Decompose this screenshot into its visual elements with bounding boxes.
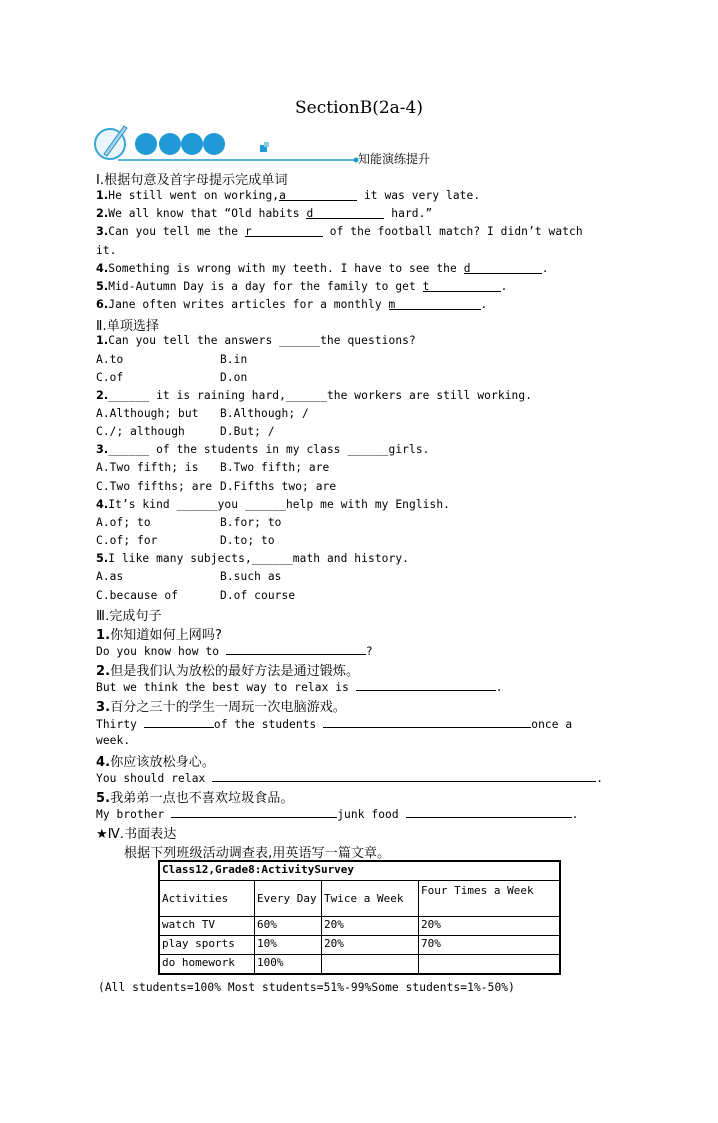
s1-item-3-cont: it.: [96, 244, 117, 257]
table-cell: 100%: [255, 955, 322, 975]
table-cell: 10%: [255, 936, 322, 955]
s1-item-1: 1.He still went on working,a it was very late.: [96, 189, 481, 202]
banner-dot: [135, 133, 157, 155]
table-cell: do homework: [159, 955, 255, 975]
s4-instruction: 根据下列班级活动调查表,用英语写一篇文章。: [124, 846, 391, 861]
s2-q4-opt-a: A.of; to: [96, 516, 151, 529]
s2-q2: 2.______ it is raining hard,______the workers are still working.: [96, 389, 533, 402]
s2-q3-opt-d: D.Fifths two; are: [220, 480, 337, 493]
table-header: Twice a Week: [322, 881, 419, 917]
table-cell: 60%: [255, 917, 322, 936]
table-cell: [322, 955, 419, 975]
table-cell: play sports: [159, 936, 255, 955]
s1-item-6: 6.Jane often writes articles for a monthly m .: [96, 298, 488, 311]
table-header: Four Times a Week: [419, 881, 561, 917]
s3-q3-cont: week.: [96, 734, 131, 747]
s3-q2-en: But we think the best way to relax is .: [96, 681, 503, 694]
s3-q5-zh: 5.我弟弟一点也不喜欢垃圾食品。: [96, 791, 294, 806]
table-header: Activities: [159, 881, 255, 917]
s3-q2-zh: 2.但是我们认为放松的最好方法是通过锻炼。: [96, 664, 360, 679]
s3-q3-zh: 3.百分之三十的学生一周玩一次电脑游戏。: [96, 700, 346, 715]
table-header: Every Day: [255, 881, 322, 917]
section-3-heading: Ⅲ.完成句子: [96, 609, 162, 624]
s3-q4-zh: 4.你应该放松身心。: [96, 755, 215, 770]
s2-q3-opt-b: B.Two fifth; are: [220, 461, 330, 474]
s3-q4-en: You should relax .: [96, 772, 604, 785]
s1-item-3: 3.Can you tell me the r of the football match? I didn’t watch: [96, 225, 583, 238]
activity-survey-table: [158, 860, 561, 975]
s2-q5-opt-b: B.such as: [220, 570, 282, 583]
table-cell: watch TV: [159, 917, 255, 936]
table-caption: Class12,Grade8:ActivitySurvey: [159, 861, 560, 881]
s2-q1-opt-c: C.of: [96, 371, 124, 384]
s1-item-2: 2.We all know that “Old habits d hard.”: [96, 207, 433, 220]
s3-q3-en: Thirty of the students once a: [96, 718, 573, 731]
s2-q2-opt-d: D.But; /: [220, 425, 275, 438]
banner-dot: [159, 133, 181, 155]
s3-q1-zh: 1.你知道如何上网吗?: [96, 628, 222, 643]
s2-q4-opt-b: B.for; to: [220, 516, 282, 529]
s2-q2-opt-a: A.Although; but: [96, 407, 199, 420]
s2-q3-opt-c: C.Two fifths; are: [96, 480, 213, 493]
s1-item-5: 5.Mid-Autumn Day is a day for the family to get t .: [96, 280, 508, 293]
s2-q5-opt-a: A.as: [96, 570, 124, 583]
s2-q5: 5.I like many subjects,______math and history.: [96, 552, 409, 565]
s2-q4: 4.It’s kind ______you ______help me with my English.: [96, 498, 451, 511]
s3-q1-en: Do you know how to ?: [96, 645, 373, 658]
s2-q1-opt-a: A.to: [96, 353, 124, 366]
section-1-heading: Ⅰ.根据句意及首字母提示完成单词: [96, 173, 288, 188]
banner-dot: [203, 133, 225, 155]
s2-q4-opt-d: D.to; to: [220, 534, 275, 547]
table-cell: 20%: [322, 936, 419, 955]
s2-q1: 1.Can you tell the answers ______the questions?: [96, 334, 416, 347]
section-4-heading: ★Ⅳ.书面表达: [96, 827, 177, 842]
table-cell: 20%: [322, 917, 419, 936]
s2-q5-opt-c: C.because of: [96, 589, 179, 602]
s1-item-4: 4.Something is wrong with my teeth. I have to see the d .: [96, 262, 549, 275]
s2-q3-opt-a: A.Two fifth; is: [96, 461, 199, 474]
banner-label: 知能演练提升: [358, 152, 431, 166]
s2-q1-opt-d: D.on: [220, 371, 248, 384]
s2-q2-opt-c: C./; although: [96, 425, 185, 438]
table-cell: 70%: [419, 936, 561, 955]
s2-q4-opt-c: C.of; for: [96, 534, 158, 547]
s4-note: (All students=100% Most students=51%-99%Some students=1%-50%): [98, 981, 515, 994]
s2-q5-opt-d: D.of course: [220, 589, 296, 602]
s3-q5-en: My brother junk food .: [96, 808, 579, 821]
section-2-heading: Ⅱ.单项选择: [96, 319, 160, 334]
banner-dot: [181, 133, 203, 155]
page-title: SectionB(2a-4): [295, 98, 423, 118]
s2-q2-opt-b: B.Although; /: [220, 407, 309, 420]
table-cell: [419, 955, 561, 975]
s2-q1-opt-b: B.in: [220, 353, 248, 366]
s2-q3: 3.______ of the students in my class ______girls.: [96, 443, 430, 456]
table-cell: 20%: [419, 917, 561, 936]
